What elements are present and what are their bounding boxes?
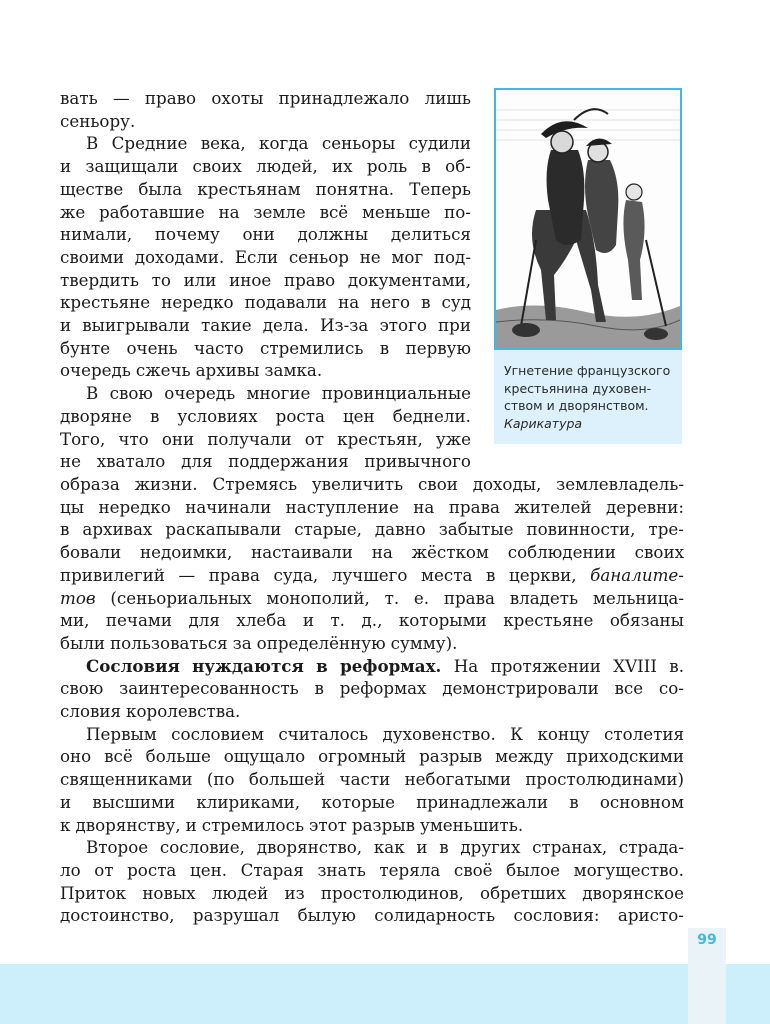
text-line: Сословия нуждаются в реформах. На протяжении XVIII в. [86,655,684,676]
text-line: привилегий — права суда, лучшего места в церкви, баналите- [60,564,684,585]
text-line: бунте очень часто стремились в первую [60,337,471,358]
text-line: крестьяне нередко подавали на него в суд [60,292,471,313]
text-line: бовали недоимки, настаивали на жёстком соблюдении своих [60,542,684,563]
section-heading: Сословия [86,655,180,676]
page-number: 99 [697,932,717,948]
text-line: свою заинтересованность в реформах демонстрировали все со- [60,678,684,699]
text-line: и защищали своих людей, их роль в об- [60,156,471,177]
text-line: не хватало для поддержания привычного [60,451,471,472]
text-line: Приток новых людей из простолюдинов, обретших дворянское [60,882,684,903]
text-line: твердить то или иное право документами, [60,269,471,290]
text-line: же работавшие на земле всё меньше по- [60,201,471,222]
text-line: Второе сословие, дворянство, как и в других странах, страда- [86,837,684,858]
text-line: к дворянству, и стремилось этот разрыв уменьшить. [60,814,524,835]
text-line: словия королевства. [60,701,241,722]
text-line: очередь сжечь архивы замка. [60,360,323,381]
text-line: и выигрывали такие дела. Из-за этого при [60,315,471,336]
text-line: сеньору. [60,110,136,131]
text-line: В свою очередь многие провинциальные [86,383,471,404]
text-line: цы нередко начинали наступление на права жителей деревни: [60,496,684,517]
text-line: священниками (по большей части небогатыми простолюдинами) [60,769,684,790]
text-line: ми, печами для хлеба и т. д., которыми крестьяне обязаны [60,610,684,631]
caricature-image [496,90,680,348]
text-line: нимали, почему они должны делиться [60,224,471,245]
narrow-column [60,87,471,473]
text-line: были пользоваться за определённую сумму). [60,632,458,653]
text-line: оно всё больше ощущало огромный разрыв между приходскими [60,746,684,767]
text-line: вать — право охоты принадлежало лишь [60,88,471,108]
text-line: и высшими клириками, которые принадлежали в основном [60,791,684,812]
text-line: ло от роста цен. Старая знать теряла своё былое могущество. [60,859,684,880]
text-line: достоинство, разрушал былую солидарность сословия: аристо- [60,905,684,926]
text-line: тов (сеньориальных монополий, т. е. права владеть мельница- [60,587,684,608]
text-line: дворяне в условиях роста цен беднели. [60,405,471,426]
wide-column [60,473,684,927]
figure-caption: Угнетение французского крестьянина духовен- ством и дворянством. Карикатура [494,350,682,444]
page-footer [0,964,770,1024]
text-line: В Средние века, когда сеньоры судили [86,133,471,154]
text-line: своими доходами. Если сеньор не мог под- [60,246,471,267]
text-line: Того, что они получали от крестьян, уже [60,428,471,449]
text-line: ществе была крестьянам понятна. Теперь [60,178,471,199]
caricature-figure [494,88,682,350]
text-line: в архивах раскапывали старые, давно забытые повинности, тре- [60,519,684,540]
text-line: Первым сословием считалось духовенство. К концу столетия [86,723,684,744]
text-line: образа жизни. Стремясь увеличить свои доходы, землевладель- [60,474,684,494]
